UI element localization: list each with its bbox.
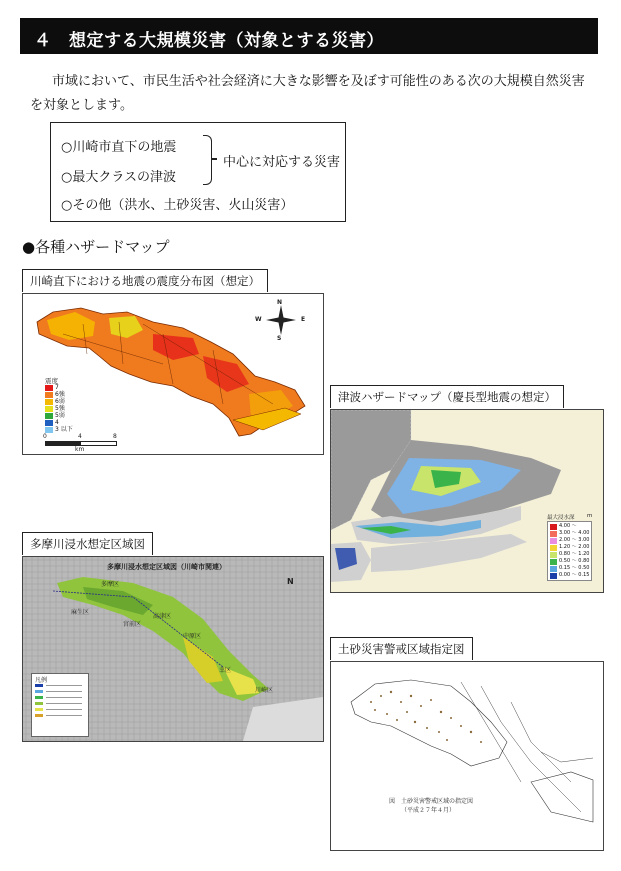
quake-legend-item <box>45 426 73 433</box>
tsunami-legend-swatch <box>550 524 557 530</box>
quake-legend-label: 7 <box>55 384 59 391</box>
tsunami-legend-swatch <box>550 552 557 558</box>
tsunami-legend-label: 0.50 ～ 0.80 <box>559 558 590 564</box>
quake-legend-item <box>45 398 73 405</box>
scale-8: 8 <box>113 433 117 440</box>
quake-legend-swatch <box>45 420 53 426</box>
target-disaster-box <box>50 122 346 222</box>
tsunami-legend-title: 最大浸水深 <box>547 515 575 521</box>
scale-4: 4 <box>78 433 82 440</box>
tsunami-legend <box>547 521 592 581</box>
quake-legend-swatch <box>45 399 53 405</box>
tsunami-legend-item <box>550 565 589 572</box>
tsunami-legend-label: 0.80 ～ 1.20 <box>559 551 590 557</box>
landslide-date: （平成２７年４月） <box>401 807 456 814</box>
place-saiwai: 幸区 <box>219 667 232 674</box>
quake-legend-label: 3 以下 <box>55 426 73 433</box>
quake-legend-swatch <box>45 392 53 398</box>
tsunami-legend-swatch <box>550 531 557 537</box>
tsunami-legend-item <box>550 544 589 551</box>
tsunami-legend-label: 2.00 ～ 3.00 <box>559 537 590 543</box>
quake-legend-item <box>45 384 73 391</box>
landslide-map-caption: 土砂災害警戒区域指定図 <box>330 637 473 660</box>
tsunami-legend-label: 0.00 ～ 0.15 <box>559 572 590 578</box>
disaster-item-tsunami: ○最大クラスの津波 <box>61 170 176 185</box>
quake-legend-item <box>45 419 73 426</box>
quake-legend <box>45 384 73 433</box>
compass-icon <box>263 302 299 338</box>
quake-legend-label: 6弱 <box>55 398 65 405</box>
scale-unit: km <box>75 446 85 453</box>
tsunami-legend-swatch <box>550 573 557 579</box>
tsunami-legend-swatch <box>550 559 557 565</box>
tsunami-legend-swatch <box>550 566 557 572</box>
flood-map-caption: 多摩川浸水想定区域図 <box>22 532 153 555</box>
compass-s: S <box>277 335 282 342</box>
quake-legend-swatch <box>45 427 53 433</box>
place-takatsu: 高津区 <box>153 613 172 620</box>
compass-n: N <box>277 299 283 306</box>
tsunami-map-caption: 津波ハザードマップ（慶長型地震の想定） <box>330 385 564 408</box>
place-tama: 多摩区 <box>101 581 120 588</box>
quake-legend-label: 4 <box>55 419 59 426</box>
tsunami-legend-swatch <box>550 545 557 551</box>
compass-e: E <box>301 316 306 323</box>
brace <box>203 135 212 185</box>
quake-legend-label: 6強 <box>55 391 65 398</box>
tsunami-map-frame <box>330 409 604 593</box>
section-title: ●各種ハザードマップ <box>22 238 170 256</box>
scale-0: 0 <box>43 433 47 440</box>
place-kawasaki: 川崎区 <box>255 687 274 694</box>
tsunami-legend-item <box>550 558 589 565</box>
quake-legend-label: 5弱 <box>55 412 65 419</box>
tsunami-legend-item <box>550 572 589 579</box>
place-asao: 麻生区 <box>71 609 90 616</box>
disaster-item-other: ○その他（洪水、土砂災害、火山災害） <box>61 198 294 213</box>
flood-legend-title: 凡例 <box>35 677 48 684</box>
tsunami-legend-label: 1.20 ～ 2.00 <box>559 544 590 550</box>
quake-map-frame <box>22 293 324 455</box>
landslide-map-frame <box>330 661 604 851</box>
flood-inner-title: 多摩川浸水想定区域図（川崎市関連） <box>107 563 226 571</box>
brace-label: 中心に対応する災害 <box>223 155 341 170</box>
flood-legend <box>31 673 89 737</box>
tsunami-legend-swatch <box>550 538 557 544</box>
quake-legend-swatch <box>45 406 53 412</box>
disaster-item-earthquake: ○川崎市直下の地震 <box>61 140 177 155</box>
quake-legend-label: 5強 <box>55 405 65 412</box>
quake-map-caption: 川崎直下における地震の震度分布図（想定） <box>22 269 268 292</box>
landslide-map <box>331 662 603 850</box>
landslide-figure-caption: 図 土砂災害警戒区域の指定図 <box>389 798 474 805</box>
quake-legend-title: 震度 <box>45 377 58 385</box>
chapter-heading: ４ 想定する大規模災害（対象とする災害） <box>34 31 384 51</box>
tsunami-legend-label: 4.00 ～ <box>559 523 577 529</box>
quake-legend-swatch <box>45 413 53 419</box>
compass-w: W <box>255 316 262 323</box>
chapter-heading-bar <box>20 18 598 54</box>
tsunami-legend-label: 3.00 ～ 4.00 <box>559 530 590 536</box>
flood-north: N <box>287 577 294 586</box>
tsunami-legend-item <box>550 551 589 558</box>
place-nakahara: 中原区 <box>183 633 202 640</box>
quake-legend-swatch <box>45 385 53 391</box>
quake-legend-item <box>45 412 73 419</box>
tsunami-legend-unit: m <box>587 513 593 519</box>
intro-paragraph: 市域において、市民生活や社会経済に大きな影響を及ぼす可能性のある次の大規模自然災害を対象とします。 <box>30 74 585 113</box>
place-miyamae: 宮前区 <box>123 621 142 628</box>
tsunami-legend-item <box>550 537 589 544</box>
flood-map-frame <box>22 556 324 742</box>
tsunami-legend-item <box>550 523 589 530</box>
quake-legend-item <box>45 405 73 412</box>
quake-legend-item <box>45 391 73 398</box>
tsunami-legend-label: 0.15 ～ 0.50 <box>559 565 590 571</box>
tsunami-legend-item <box>550 530 589 537</box>
